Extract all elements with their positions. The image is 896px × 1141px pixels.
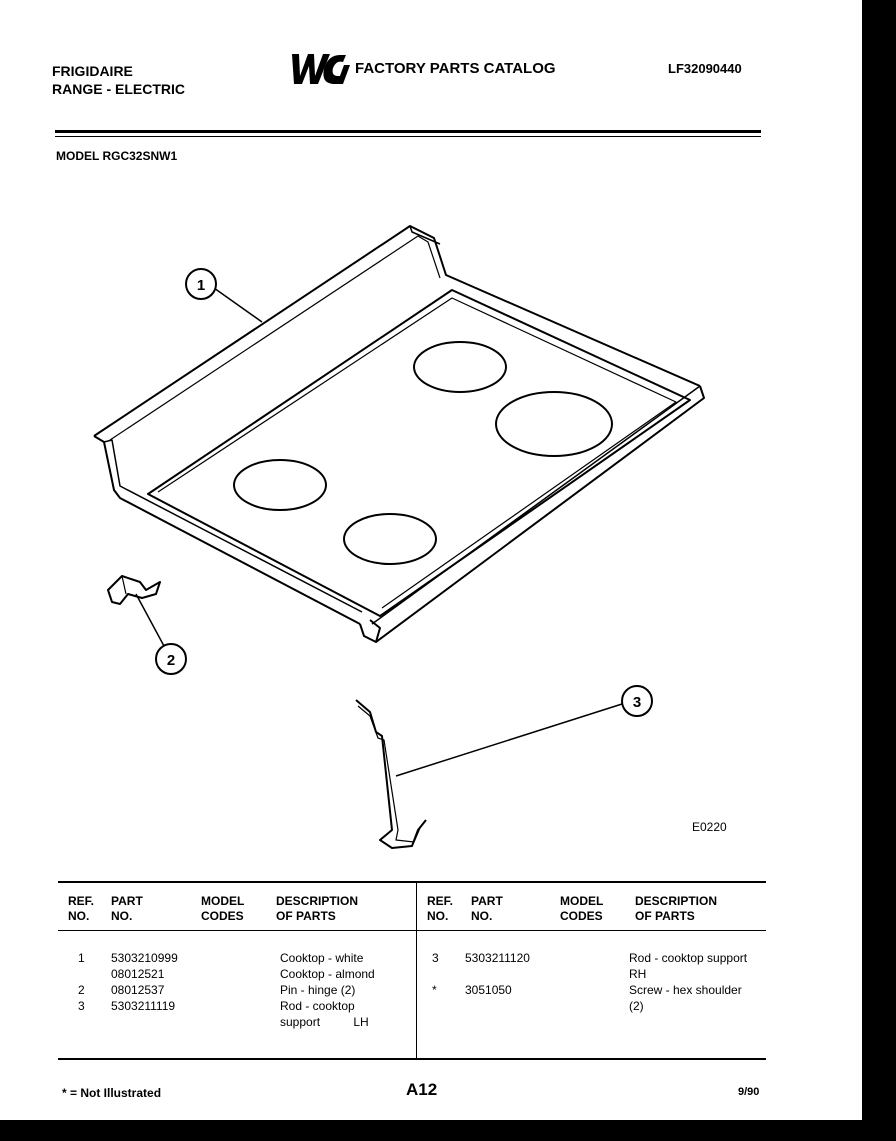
svg-text:1: 1 <box>196 277 206 294</box>
right-description-column: Rod - cooktop support RH Screw - hex shoulder (2) <box>629 951 748 1013</box>
footnote-not-illustrated: * = Not Illustrated <box>62 1086 162 1100</box>
table-column-divider <box>416 883 417 1059</box>
left-description-column: Cooktop - white Cooktop - almond Pin - hinge (2) Rod - cooktop support LH <box>280 951 375 1029</box>
header-ref: REF. NO. <box>68 894 95 923</box>
header-description: DESCRIPTION OF PARTS <box>276 894 359 923</box>
brand-block <box>52 62 185 98</box>
header-ref-right: REF. NO. <box>427 894 454 923</box>
callout-1 <box>186 269 216 299</box>
header-rule-thin <box>55 136 761 137</box>
callout-2 <box>156 644 186 674</box>
revision-date: 9/90 <box>738 1086 760 1098</box>
right-ref-column: 3 * <box>432 951 439 997</box>
header-part: PART NO. <box>111 894 143 923</box>
header-part-right: PART NO. <box>471 894 503 923</box>
svg-text:3: 3 <box>632 694 642 711</box>
table-top-rule <box>58 881 766 883</box>
parts-diagram <box>0 170 862 870</box>
catalog-title: FACTORY PARTS CATALOG <box>355 60 556 77</box>
model-number: MODEL RGC32SNW1 <box>56 149 178 163</box>
left-ref-column: 1 2 3 <box>78 951 85 1013</box>
header-model-right: MODEL CODES <box>560 894 604 923</box>
svg-text:2: 2 <box>166 652 176 669</box>
header-description-right: DESCRIPTION OF PARTS <box>635 894 718 923</box>
table-bottom-rule <box>58 1058 766 1060</box>
catalog-number: LF32090440 <box>668 61 742 76</box>
callout-3 <box>622 686 652 716</box>
right-part-column: 5303211120 3051050 <box>465 951 530 997</box>
wci-logo <box>288 52 352 86</box>
product-type: RANGE - ELECTRIC <box>52 81 185 97</box>
left-part-column: 5303210999 08012521 08012537 5303211119 <box>111 951 178 1013</box>
figure-code: E0220 <box>692 820 727 834</box>
header-rule <box>55 130 761 133</box>
header-model: MODEL CODES <box>201 894 245 923</box>
page-number: A12 <box>406 1080 438 1099</box>
table-header-rule <box>58 930 766 931</box>
brand-name: FRIGIDAIRE <box>52 63 133 79</box>
